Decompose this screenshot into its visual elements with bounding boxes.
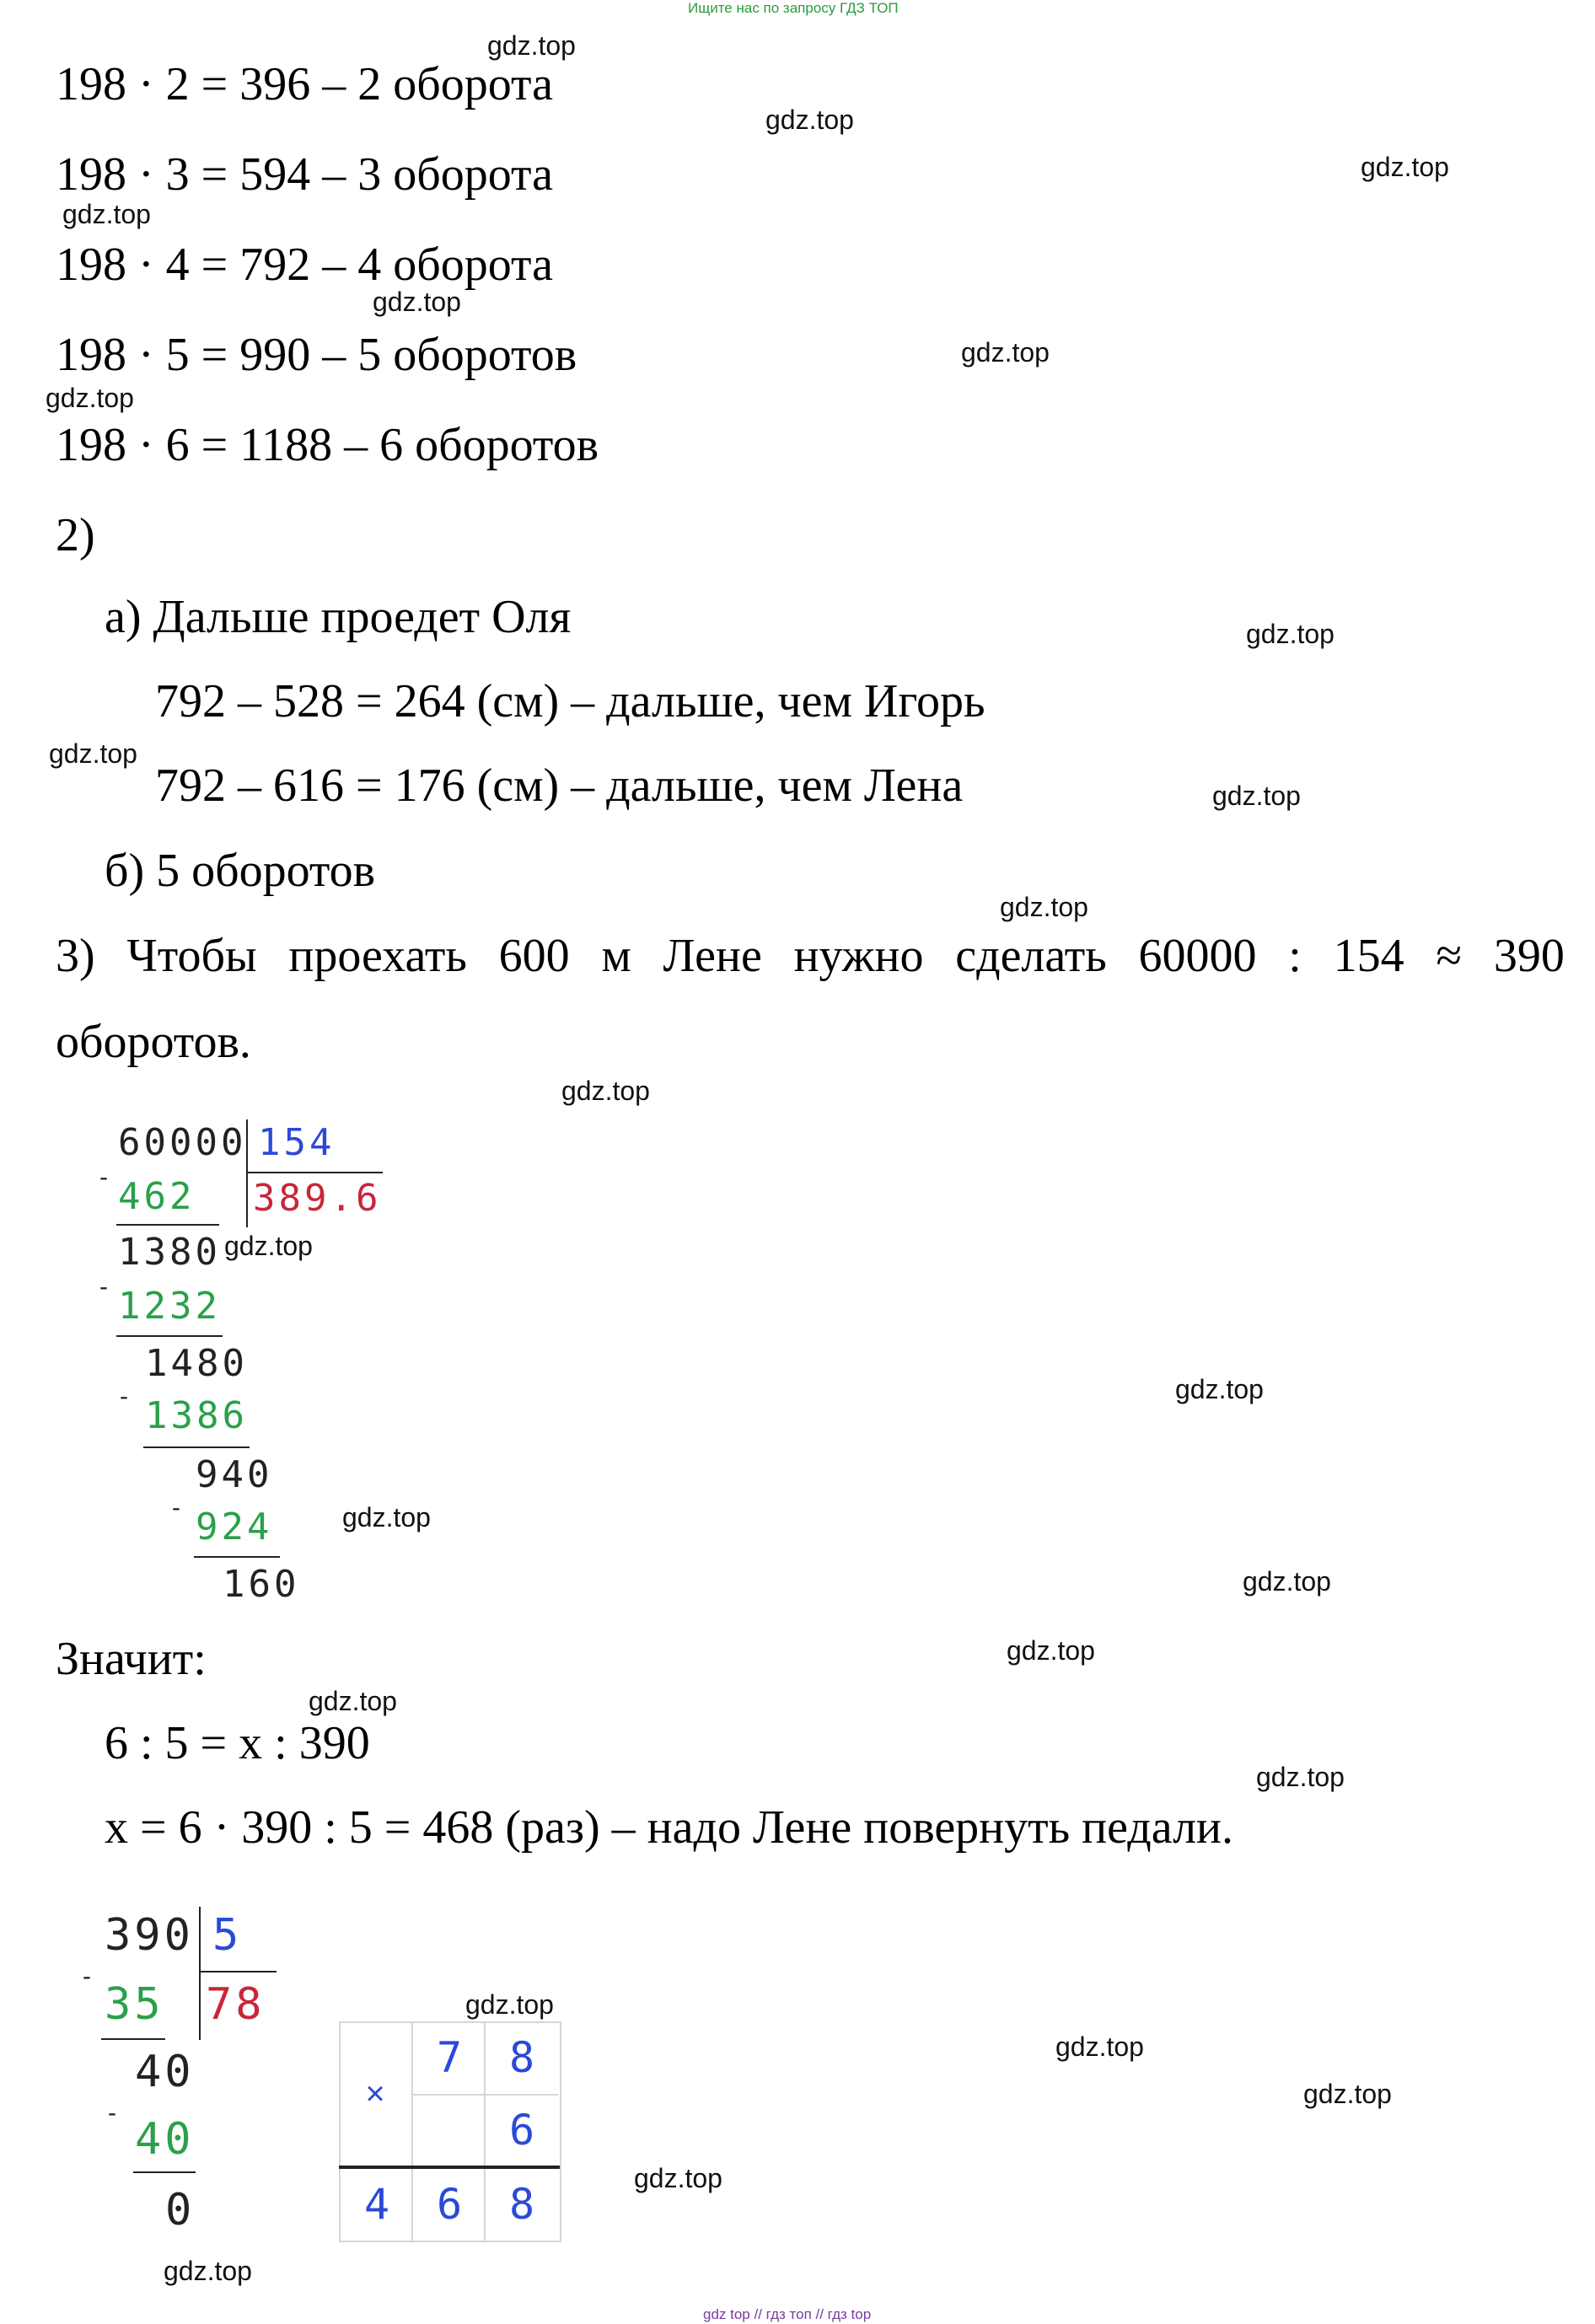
divisor: 5 — [212, 1910, 243, 1961]
part2-a-line2: 792 – 616 = 176 (см) – дальше, чем Лена — [155, 759, 964, 812]
watermark: gdz.top — [634, 2163, 722, 2193]
division-line — [101, 2038, 165, 2040]
word: Лене — [663, 930, 762, 982]
divisor: 154 — [258, 1121, 336, 1164]
subtrahend: 462 — [118, 1175, 196, 1218]
remainder: 40 — [135, 2047, 195, 2097]
top-banner: Ищите нас по запросу ГДЗ ТОП — [688, 0, 899, 16]
word: ≈ — [1436, 930, 1463, 982]
footer-text: gdz top // гдз топ // гдз top — [703, 2306, 872, 2322]
watermark: gdz.top — [1000, 892, 1088, 922]
part2-a-line1: 792 – 528 = 264 (см) – дальше, чем Игорь — [155, 675, 985, 727]
word: Чтобы — [126, 930, 257, 982]
quotient: 389.6 — [253, 1177, 382, 1220]
divisor-underline — [246, 1172, 383, 1173]
digit: 6 — [508, 2106, 535, 2155]
dividend: 390 — [105, 1910, 194, 1961]
word: 154 — [1333, 930, 1404, 982]
watermark: gdz.top — [1055, 2031, 1144, 2062]
multiplication-grid — [339, 2021, 560, 2241]
division-line — [116, 1224, 219, 1226]
word: проехать — [288, 930, 467, 982]
minus-sign: - — [83, 1962, 91, 1990]
watermark: gdz.top — [46, 383, 134, 413]
minus-sign: - — [108, 2099, 116, 2127]
divisor-underline — [199, 1971, 277, 1972]
division-bar — [199, 1907, 201, 2040]
part2-label: 2) — [56, 509, 95, 561]
watermark: gdz.top — [1256, 1762, 1345, 1792]
watermark: gdz.top — [487, 30, 576, 61]
part2-b: б) 5 оборотов — [105, 845, 376, 897]
digit: 7 — [436, 2033, 463, 2082]
digit: 4 — [363, 2180, 390, 2229]
watermark: gdz.top — [961, 337, 1050, 368]
part3-line1 — [56, 932, 1565, 980]
division-line — [194, 1556, 280, 1558]
word: 60000 — [1138, 930, 1257, 982]
remainder: 1480 — [145, 1342, 248, 1385]
watermark: gdz.top — [224, 1231, 313, 1261]
watermark: gdz.top — [465, 1989, 554, 2020]
word: : — [1288, 930, 1302, 982]
word: нужно — [793, 930, 924, 982]
watermark: gdz.top — [49, 738, 137, 769]
subtrahend: 40 — [135, 2114, 195, 2165]
conclusion-label: Значит: — [56, 1633, 207, 1685]
minus-sign: - — [120, 1382, 128, 1410]
calc-line: 198 · 6 = 1188 – 6 оборотов — [56, 419, 599, 471]
solution-line: x = 6 · 390 : 5 = 468 (раз) – надо Лене повернуть педали. — [105, 1801, 1233, 1854]
watermark: gdz.top — [1175, 1374, 1264, 1404]
watermark: gdz.top — [373, 287, 461, 317]
division-bar — [246, 1119, 248, 1227]
minus-sign: - — [99, 1273, 108, 1301]
proportion: 6 : 5 = x : 390 — [105, 1717, 370, 1769]
word: 390 — [1493, 930, 1565, 982]
subtrahend: 1386 — [145, 1394, 248, 1437]
word: 3) — [56, 930, 95, 982]
part2-a: а) Дальше проедет Оля — [105, 591, 572, 643]
watermark: gdz.top — [1361, 152, 1449, 182]
watermark: gdz.top — [164, 2256, 252, 2286]
calc-line: 198 · 2 = 396 – 2 оборота — [56, 58, 553, 110]
digit: 6 — [436, 2180, 463, 2229]
quotient: 78 — [206, 1979, 266, 2030]
watermark: gdz.top — [1246, 619, 1335, 649]
remainder: 0 — [165, 2185, 196, 2235]
remainder: 1380 — [118, 1231, 221, 1274]
subtrahend: 1232 — [118, 1285, 221, 1328]
dividend: 60000 — [118, 1121, 247, 1164]
watermark: gdz.top — [62, 199, 151, 229]
watermark: gdz.top — [309, 1686, 397, 1716]
watermark: gdz.top — [342, 1502, 431, 1532]
watermark: gdz.top — [561, 1076, 650, 1106]
division-line — [143, 1446, 250, 1448]
watermark: gdz.top — [765, 105, 854, 135]
division-line — [116, 1335, 223, 1337]
watermark: gdz.top — [1212, 781, 1301, 811]
multiply-sign: × — [365, 2074, 385, 2112]
minus-sign: - — [172, 1494, 180, 1522]
subtrahend: 35 — [105, 1979, 164, 2030]
watermark: gdz.top — [1007, 1635, 1095, 1666]
remainder: 940 — [196, 1453, 273, 1496]
remainder: 160 — [223, 1563, 300, 1606]
calc-line: 198 · 4 = 792 – 4 оборота — [56, 239, 553, 291]
part3-line2: оборотов. — [56, 1016, 251, 1068]
watermark: gdz.top — [1243, 1566, 1331, 1597]
word: сделать — [955, 930, 1107, 982]
calc-line: 198 · 5 = 990 – 5 оборотов — [56, 329, 577, 381]
digit: 8 — [508, 2033, 535, 2082]
word: 600 — [498, 930, 570, 982]
division-line — [133, 2171, 196, 2173]
watermark: gdz.top — [1303, 2079, 1392, 2109]
digit: 8 — [508, 2180, 535, 2229]
word: м — [601, 930, 631, 982]
calc-line: 198 · 3 = 594 – 3 оборота — [56, 148, 553, 201]
subtrahend: 924 — [196, 1506, 273, 1548]
minus-sign: - — [99, 1163, 108, 1191]
